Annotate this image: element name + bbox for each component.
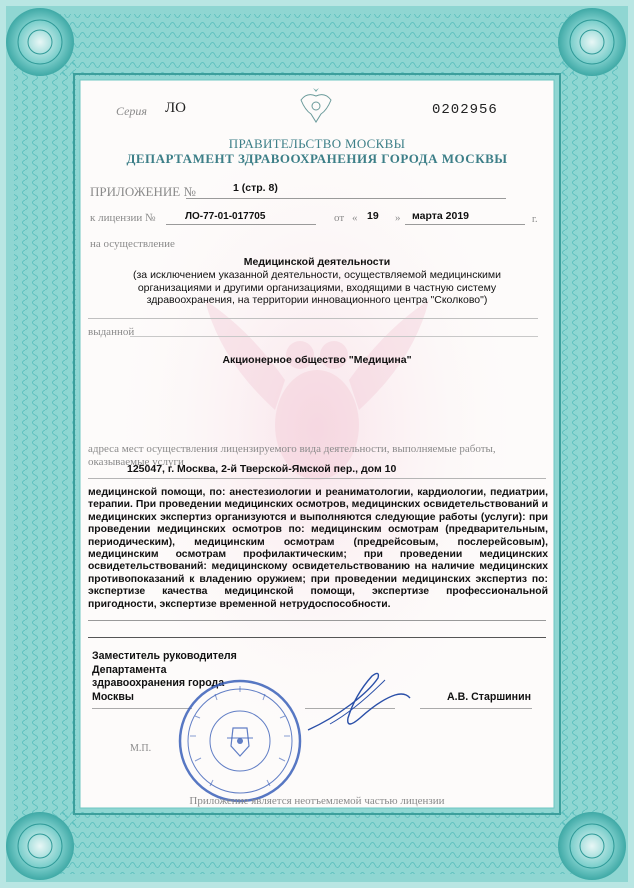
appendix-label: ПРИЛОЖЕНИЕ №	[90, 184, 196, 199]
date-month-year: марта 2019	[412, 210, 470, 222]
series-label: Серия	[116, 104, 147, 118]
handwritten-signature	[300, 660, 420, 740]
separator-line	[88, 637, 546, 638]
official-stamp	[175, 676, 305, 806]
corner-rosette-bottom-right	[558, 812, 626, 880]
signatory-name: А.В. Старшинин	[447, 691, 531, 703]
date-quote-close: »	[395, 212, 401, 224]
corner-rosette-top-left	[6, 8, 74, 76]
stamp-label: М.П.	[130, 743, 152, 754]
footer-note: Приложение является неотъемлемой частью лицензии	[189, 795, 445, 807]
date-quote-open: «	[352, 212, 358, 224]
address-underline	[88, 478, 546, 479]
issued-underline	[130, 336, 538, 337]
activity-description: (за исключением указанной деятельности, осуществляемой медицинскими организациями и другими организациями, входящими в частную систему здравоохранения, на территории инновационного центра "Сколково")	[133, 269, 501, 307]
department-title: ДЕПАРТАМЕНТ ЗДРАВООХРАНЕНИЯ ГОРОДА МОСКВЫ	[126, 151, 508, 166]
document-number: 0202956	[432, 102, 498, 118]
license-label: к лицензии №	[90, 212, 156, 224]
position-line-3: здравоохранения города	[92, 677, 225, 689]
corner-rosette-bottom-left	[6, 812, 74, 880]
coat-of-arms-icon	[297, 86, 335, 126]
services-text: медицинской помощи, по: анестезиологии и реаниматологии, кардиологии, педиатрии, терапии. При проведении медицинских осмотров, медицинских освидетельствований и медицинских экспертиз организуются и выполняются следующие работы (услуги): при проведении медицинских осмотров по: медицинским осмотрам (предварительным, периодическим), медицинским осмотрам (предрейсовым, послерейсовым), медицинским осмотрам профилактическим; при проведении медицинских освидетельствований: медицинскому освидетельствованию на наличие медицинских противопоказаний к владению оружием; при проведении медицинских экспертиз по: экспертизе качества медицинской помощи, экспертизе профессиональной пригодности, экспертизе временной нетрудоспособности.	[88, 487, 548, 610]
year-suffix: г.	[532, 214, 538, 225]
position-line-1: Заместитель руководителя	[92, 650, 237, 662]
appendix-value: 1 (стр. 8)	[233, 182, 278, 194]
government-title: ПРАВИТЕЛЬСТВО МОСКВЫ	[228, 136, 406, 151]
activity-label: на осуществление	[90, 238, 175, 250]
services-underline	[88, 620, 546, 621]
address-label: адреса мест осуществления лицензируемого вида деятельности, выполняемые работы, оказываемые услуги	[88, 443, 496, 468]
activity-title: Медицинской деятельности	[243, 256, 391, 268]
date-from-label: от	[334, 212, 345, 224]
corner-rosette-top-right	[558, 8, 626, 76]
issued-label: выданной	[88, 326, 135, 338]
organization-name: Акционерное общество "Медицина"	[222, 354, 412, 366]
name-underline	[420, 708, 532, 709]
date-day: 19	[367, 210, 379, 222]
license-number-underline	[166, 224, 316, 225]
activity-underline	[88, 318, 538, 319]
address-value: 125047, г. Москва, 2-й Тверской-Ямской пер., дом 10	[127, 463, 397, 475]
series-value: ЛО	[165, 100, 187, 116]
appendix-underline	[186, 198, 506, 199]
date-underline	[405, 224, 525, 225]
license-number: ЛО-77-01-017705	[185, 211, 266, 222]
position-line-2: Департамента	[92, 663, 167, 676]
position-line-4: Москвы	[92, 690, 134, 703]
